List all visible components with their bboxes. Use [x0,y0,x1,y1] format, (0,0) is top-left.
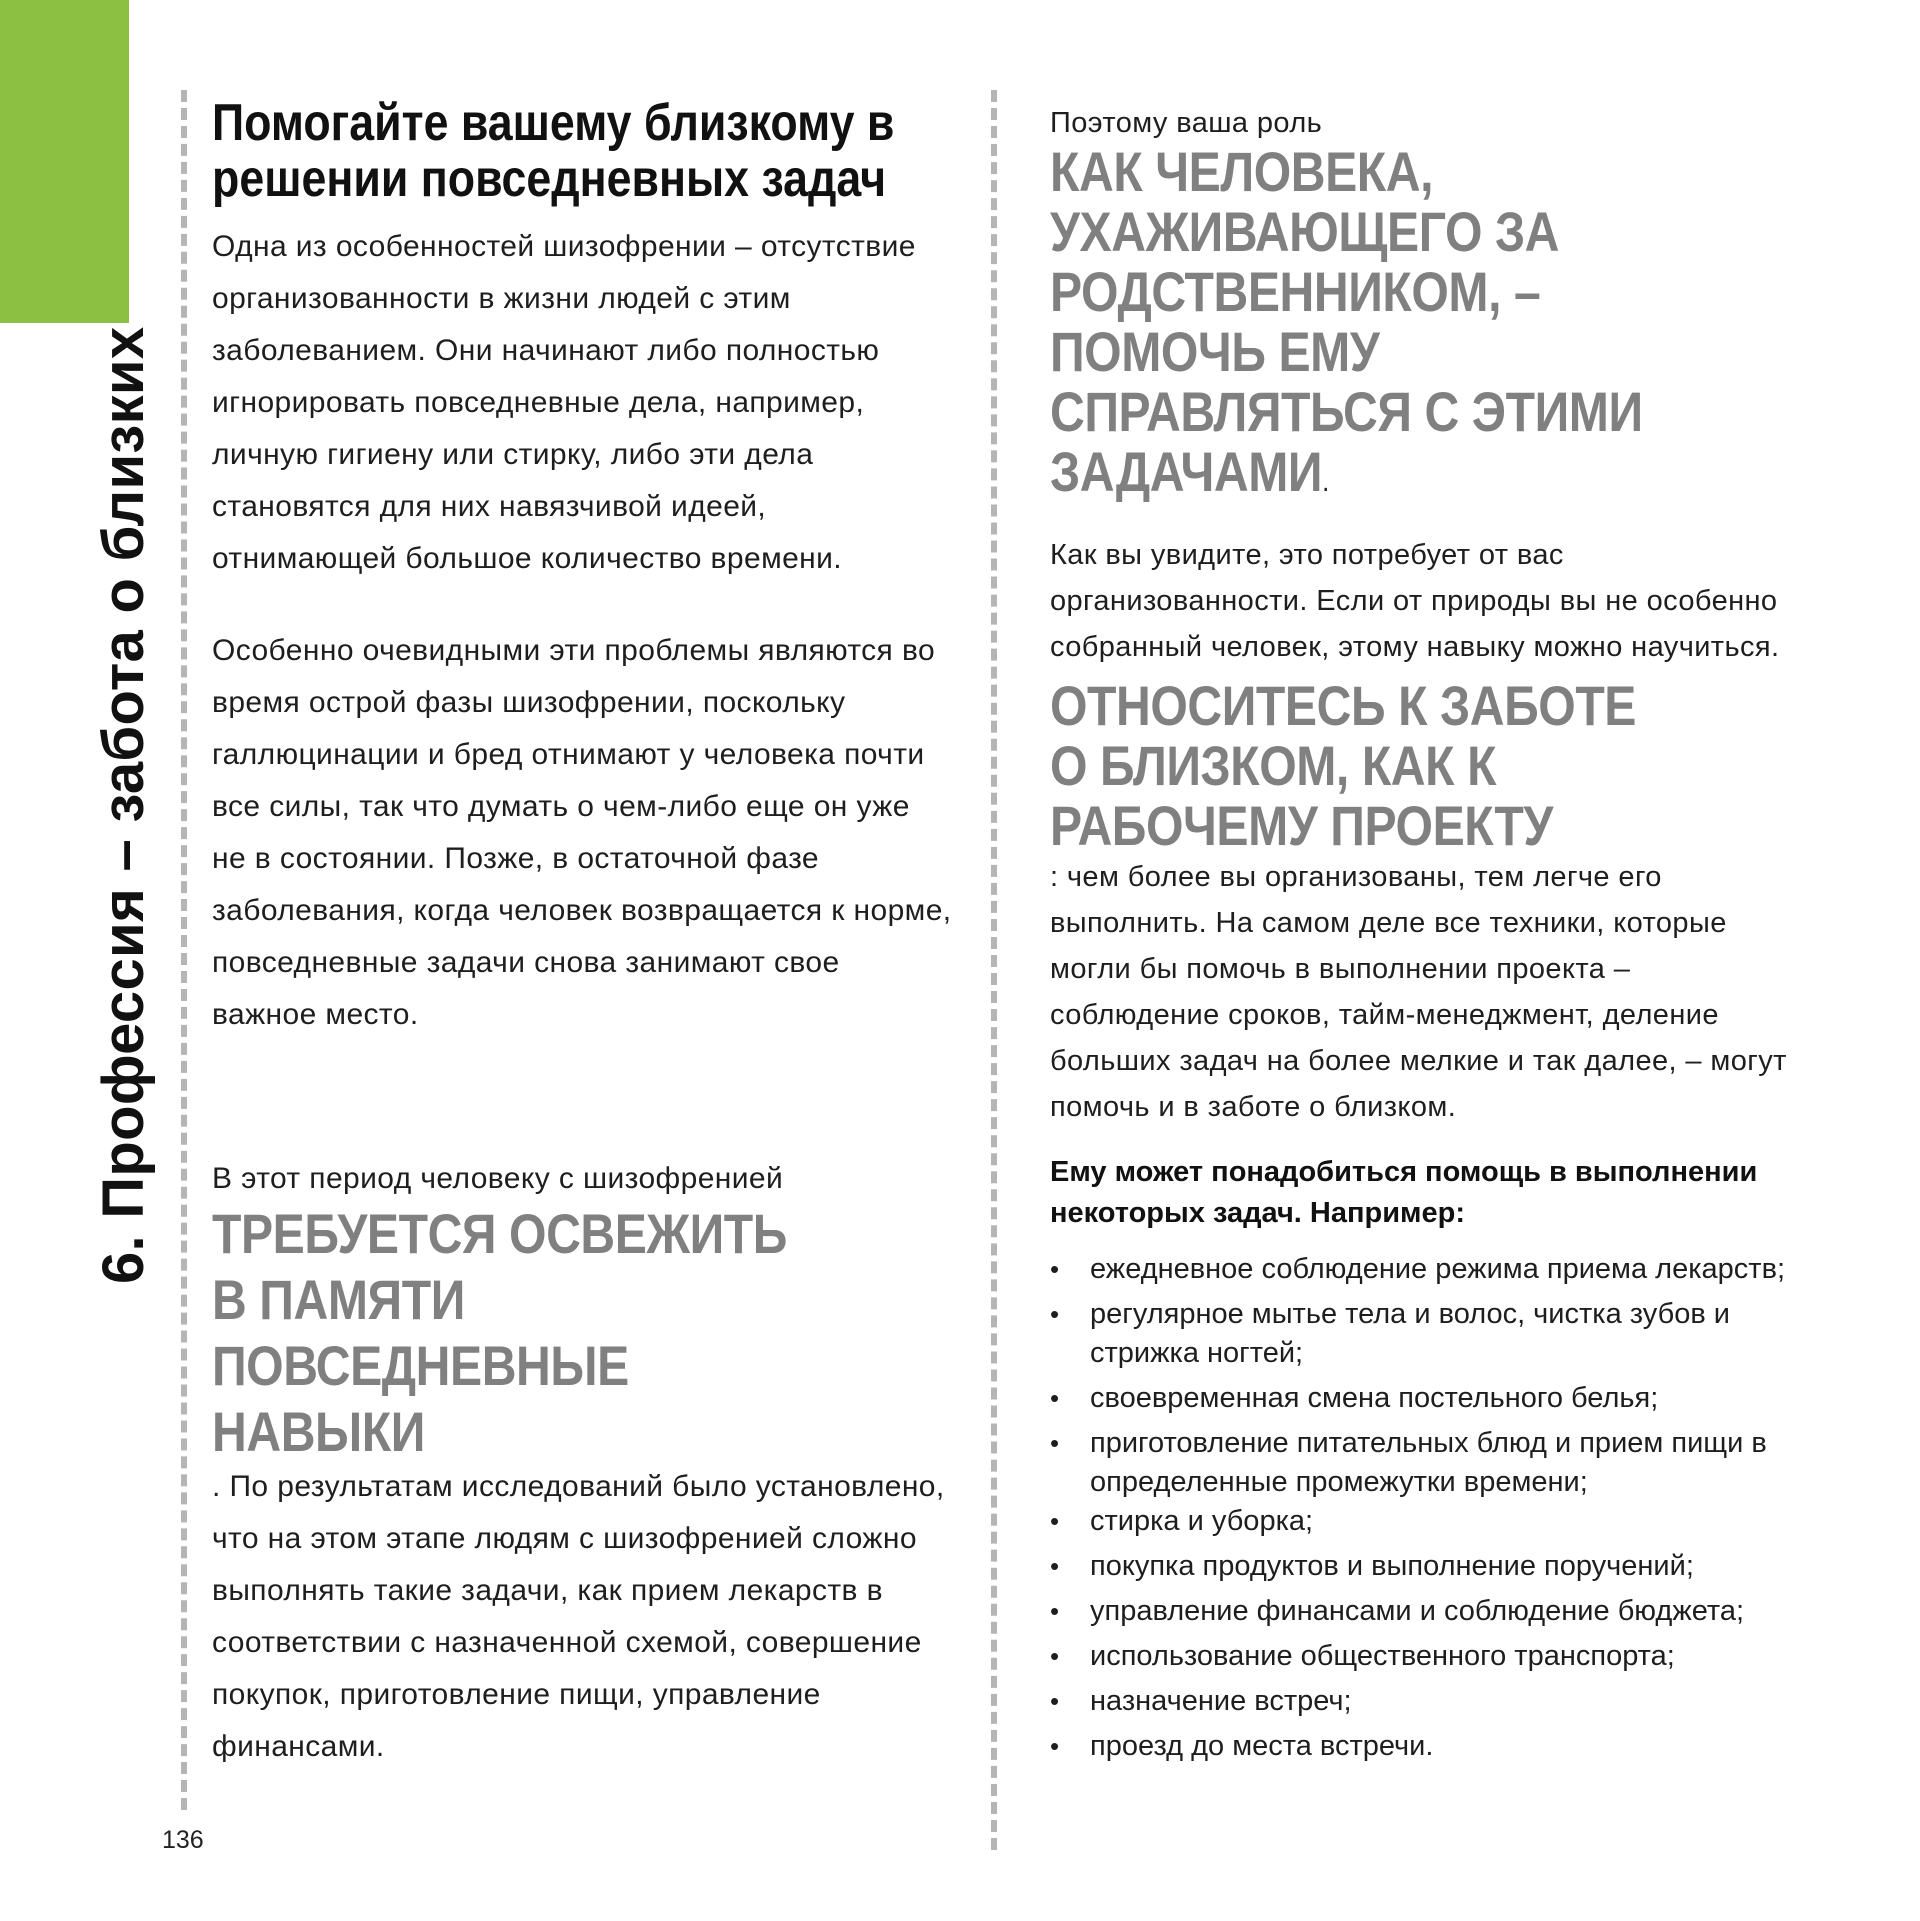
project-highlight [1050,676,1652,856]
list-item: • проезд до места встречи. [1050,1727,1800,1766]
skills-intro: В этот период человеку с шизофренией [212,1162,784,1195]
skills-highlight-text: ТРЕБУЕТСЯ ОСВЕЖИТЬ В ПАМЯТИ ПОВСЕДНЕВНЫЕ НАВЫКИ [212,1202,787,1463]
paragraph-skills [212,1157,952,1773]
list-item: • стирка и уборка; [1050,1502,1800,1541]
list-item: • приготовление питательных блюд и прием пищи в определенные промежутки времени; [1050,1424,1800,1502]
right-column [1050,100,1800,1766]
middle-dashed-divider [991,90,997,1850]
skills-rest: . По результатам исследований было установлено, что на этом этапе людям с шизофренией сложно выполнять такие задачи, как прием лекарств в соответствии с назначенной схемой, совершение покупок, приготовление пищи, управление финансами. [212,1470,945,1763]
skills-highlight [212,1201,814,1465]
section-heading: Помогайте вашему близкому в решении повседневных задач [212,94,895,208]
list-item: • своевременная смена постельного белья; [1050,1379,1800,1418]
chapter-title: 6. Профессия – забота о близких [91,326,156,1284]
role-highlight [1050,142,1652,512]
chapter-color-tab [0,0,129,323]
left-column [212,95,952,1773]
project-highlight-text: ОТНОСИТЕСЬ К ЗАБОТЕ О БЛИЗКОМ, КАК К РАБОЧЕМУ ПРОЕКТУ [1050,674,1637,857]
paragraph-organization: Как вы увидите, это потребует от вас организованности. Если от природы вы не особенно собранный человек, этому навыку можно научиться. [1050,539,1780,663]
paragraph-acute-phase: Особенно очевидными эти проблемы являются во время острой фазы шизофрении, поскольку галлюцинации и бред отнимают у человека почти все силы, так что думать о чем-либо еще он уже не в состоянии. Позже, в остаточной фазе заболевания, когда человек возвращается к норме, повседневные задачи снова занимают свое важное место. [212,634,952,1031]
list-item: • назначение встреч; [1050,1682,1800,1721]
tasks-lead: Ему может понадобиться помощь в выполнении некоторых задач. Например: [1050,1156,1758,1229]
list-item: • ежедневное соблюдение режима приема лекарств; [1050,1250,1800,1289]
list-item: • покупка продуктов и выполнение поручений; [1050,1547,1800,1586]
list-item: • использование общественного транспорта; [1050,1637,1800,1676]
list-item: • регулярное мытье тела и волос, чистка зубов и стрижка ногтей; [1050,1295,1800,1373]
paragraph-disorganization: Одна из особенностей шизофрении – отсутствие организованности в жизни людей с этим заболеванием. Они начинают либо полностью игнорировать повседневные дела, например, личную гигиену или стирку, либо эти дела становятся для них навязчивой идеей, отнимающей большое количество времени. [212,230,916,575]
left-dashed-divider [181,90,187,1810]
tasks-list [1050,1250,1800,1766]
role-paragraph [1050,100,1800,512]
paragraph-project: : чем более вы организованы, тем легче его выполнить. На самом деле все техники, которые могли бы помочь в выполнении проекта – соблюдение сроков, тайм-менеджмент, деление больших задач на более мелкие и так далее, – могут помочь и в заботе о близком. [1050,861,1787,1123]
page-number: 136 [162,1826,204,1854]
role-highlight-text: КАК ЧЕЛОВЕКА, УХАЖИВАЮЩЕГО ЗА РОДСТВЕННИКОМ, – ПОМОЧЬ ЕМУ СПРАВЛЯТЬСЯ С ЭТИМИ ЗАДАЧАМИ [1050,140,1643,503]
role-end: . [1322,465,1329,498]
list-item: • управление финансами и соблюдение бюджета; [1050,1592,1800,1631]
role-intro: Поэтому ваша роль [1050,107,1323,139]
